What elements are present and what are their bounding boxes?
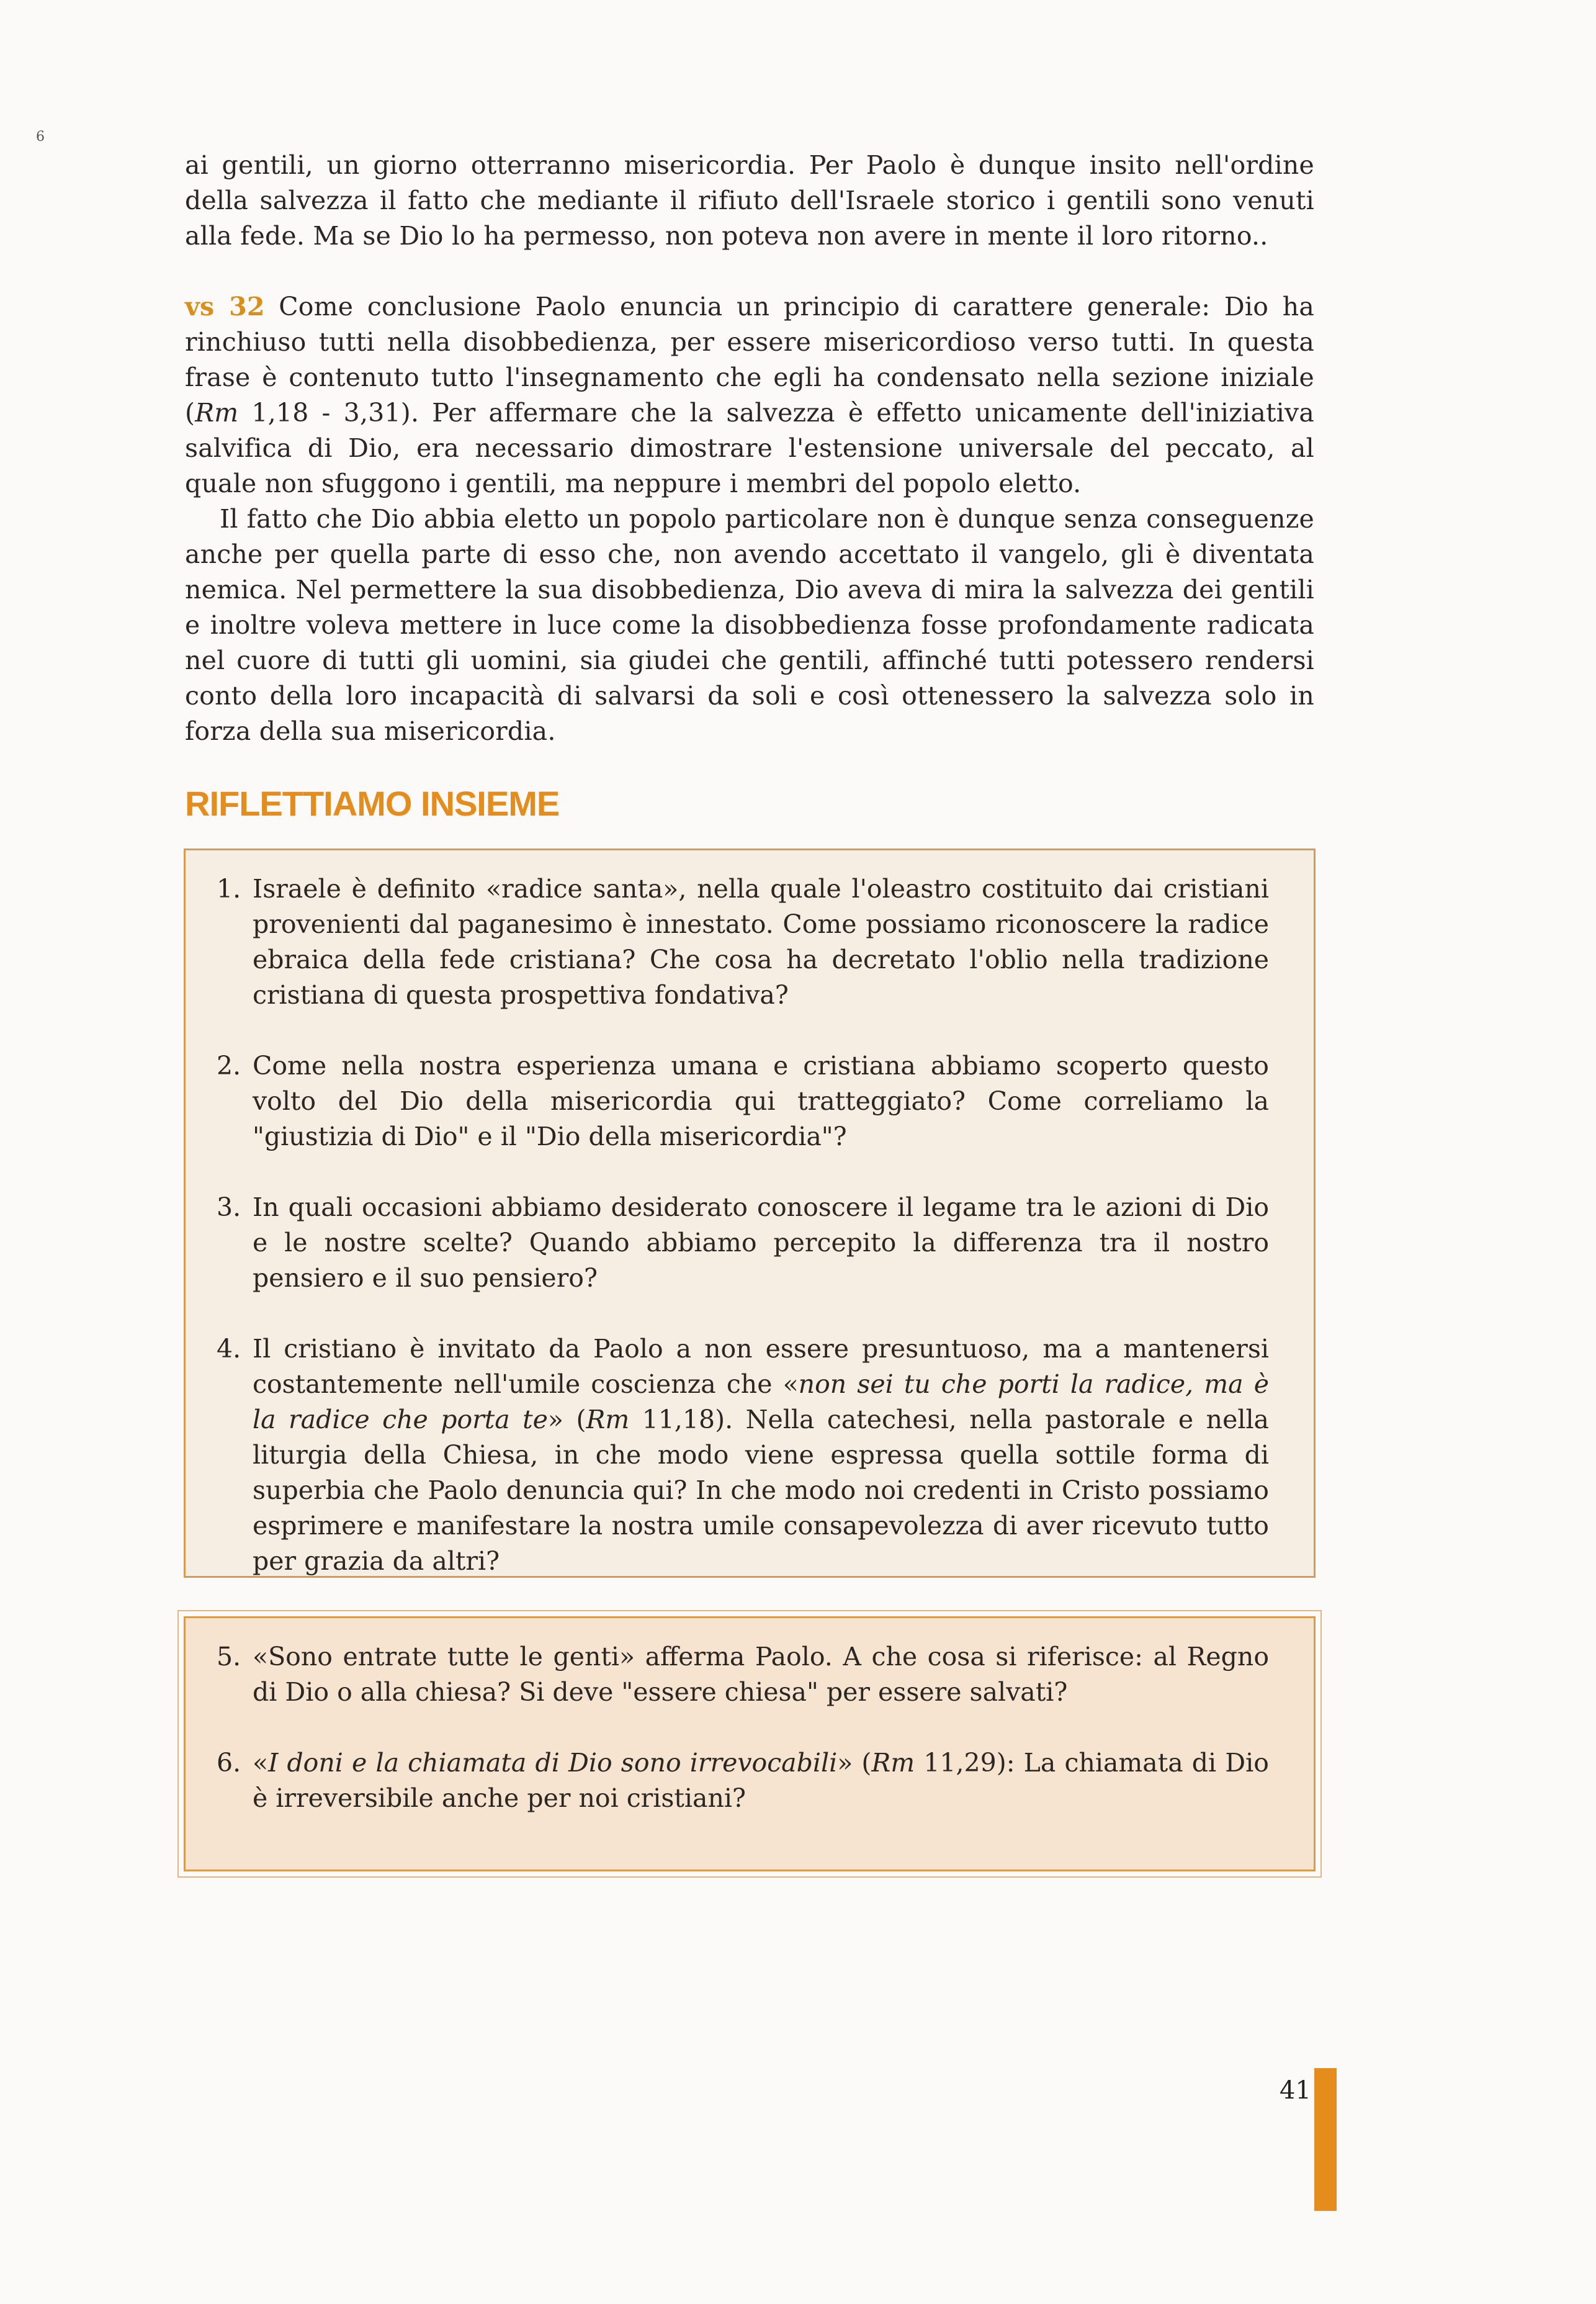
verse-tag: vs 32: [185, 292, 265, 322]
corner-mark: 6: [36, 129, 45, 145]
section-title: RIFLETTIAMO INSIEME: [185, 784, 560, 823]
paragraph-2: vs 32 Come conclusione Paolo enuncia un principio di carattere generale: Dio ha rinchiuso tutti nella disobbedienza, per essere misericordioso verso tutti. In questa frase è contenuto tutto l'insegnamento che egli ha condensato nella sezione iniziale (Rm 1,18 - 3,31). Per affermare che la salvezza è effetto unicamente dell'iniziativa salvifica di Dio, era necessario dimostrare l'estensione universale del peccato, al quale non sfuggono i gentili, ma neppure i membri del popolo eletto.: [185, 292, 1314, 498]
question-6: 6. «I doni e la chiamata di Dio sono irrevocabili» (Rm 11,29): La chiamata di Dio è irreversibile anche per noi cristiani?: [217, 1748, 1269, 1813]
questions-box-1: [184, 848, 1316, 1578]
question-1: 1. Israele è definito «radice santa», nella quale l'oleastro costituito dai cristiani provenienti dal paganesimo è innestato. Come possiamo riconoscere la radice ebraica della fede cristiana? Che cosa ha decretato l'oblio nella tradizione cristiana di questa prospettiva fondativa?: [217, 874, 1269, 1010]
question-2: 2. Come nella nostra esperienza umana e cristiana abbiamo scoperto questo volto del Dio della misericordia qui tratteggiato? Come correliamo la "giustizia di Dio" e il "Dio della misericordia"?: [217, 1051, 1269, 1151]
page-accent-bar: [1314, 2068, 1337, 2211]
question-5: 5. «Sono entrate tutte le genti» afferma Paolo. A che cosa si riferisce: al Regno di Dio o alla chiesa? Si deve "essere chiesa" per essere salvati?: [217, 1642, 1269, 1707]
page-number: 41: [1280, 2076, 1311, 2105]
paragraph-3: Il fatto che Dio abbia eletto un popolo particolare non è dunque senza conseguenze anche per quella parte di esso che, non avendo accettato il vangelo, gli è diventata nemica. Nel permettere la sua disobbedienza, Dio aveva di mira la salvezza dei gentili e inoltre voleva mettere in luce come la disobbedienza fosse profondamente radicata nel cuore di tutti gli uomini, sia giudei che gentili, affinché tutti potessero rendersi conto della loro incapacità di salvarsi da soli e così ottenessero la salvezza solo in forza della sua misericordia.: [185, 504, 1314, 746]
question-4: 4. Il cristiano è invitato da Paolo a non essere presuntuoso, ma a mantenersi costantemente nell'umile coscienza che «non sei tu che porti la radice, ma è la radice che porta te» (Rm 11,18). Nella catechesi, nella pastorale e nella liturgia della Chiesa, in che modo viene espressa quella sottile forma di superbia che Paolo denuncia qui? In che modo noi credenti in Cristo possiamo esprimere e manifestare la nostra umile consapevolezza di aver ricevuto tutto per grazia da altri?: [217, 1334, 1269, 1576]
paragraph-1: ai gentili, un giorno otterranno misericordia. Per Paolo è dunque insito nell'ordine della salvezza il fatto che mediante il rifiuto dell'Israele storico i gentili sono venuti alla fede. Ma se Dio lo ha permesso, non poteva non avere in mente il loro ritorno..: [185, 150, 1314, 251]
questions-box-2: [184, 1616, 1316, 1871]
body-text: [185, 148, 1314, 749]
question-3: 3. In quali occasioni abbiamo desiderato conoscere il legame tra le azioni di Dio e le nostre scelte? Quando abbiamo percepito la differenza tra il nostro pensiero e il suo pensiero?: [217, 1192, 1269, 1293]
